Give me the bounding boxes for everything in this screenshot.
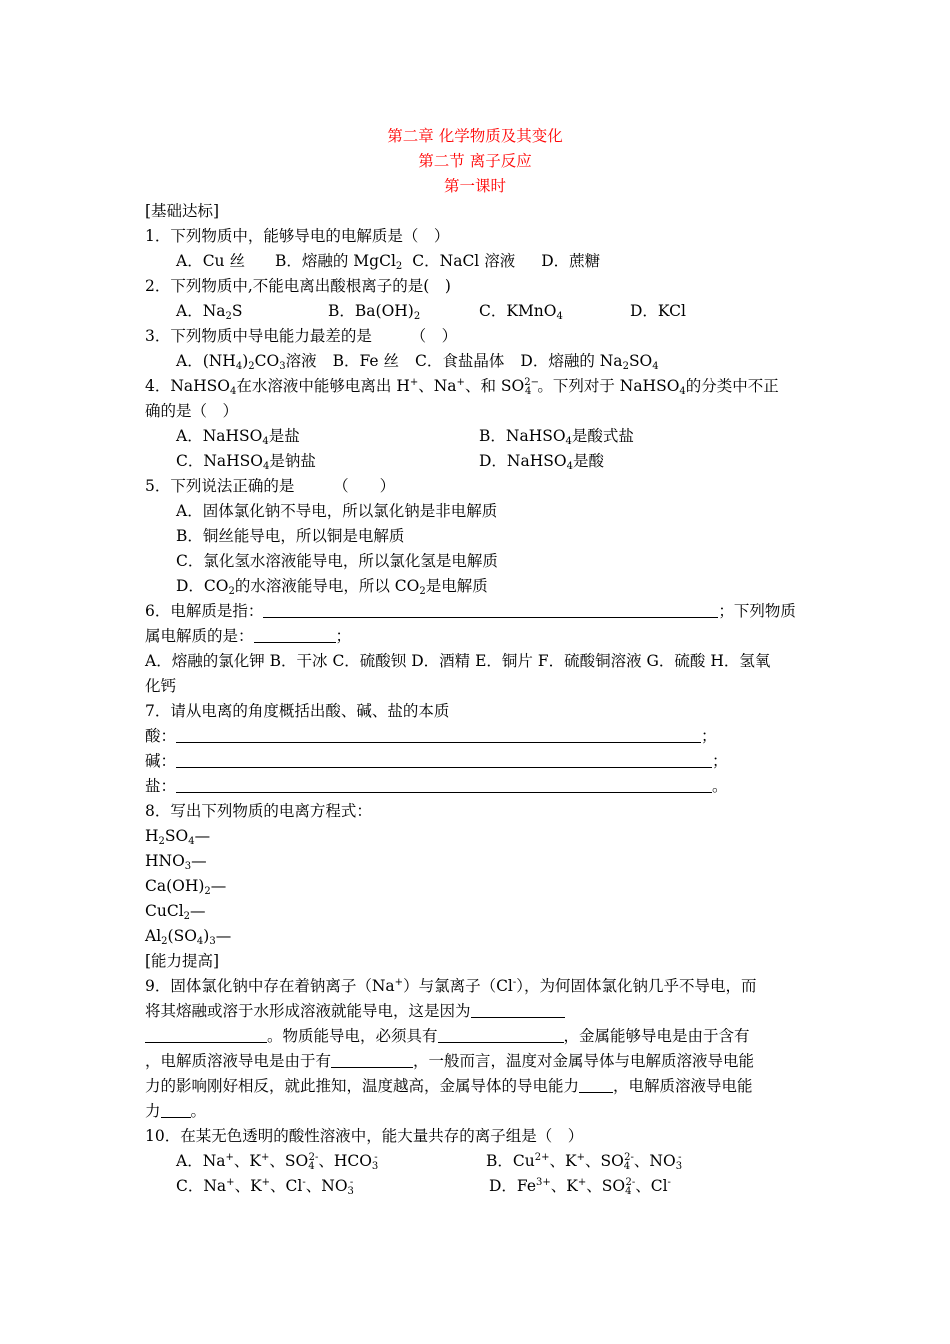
q10-option-b: B．$Cu^{2+}$、K+、$SO_4^{2-}$、$NO_3^-$ — [486, 1152, 683, 1172]
q4-option-c: C．NaHSO$_4$是钠盐 — [176, 452, 316, 472]
q9-electrolyte-blank[interactable] — [331, 1052, 413, 1068]
q3-options — [176, 351, 659, 371]
q9-line5: 力的影响刚好相反，就此推知，温度越高，金属导体的导电能力 ，电解质溶液导电能 — [145, 1077, 753, 1095]
q3-option-c: C．食盐晶体 — [415, 352, 505, 370]
q7-salt-blank[interactable] — [176, 777, 712, 793]
q5-option-a: A．固体氯化钠不导电，所以氯化钠是非电解质 — [176, 502, 498, 520]
q1-option-d: D．蔗糖 — [541, 252, 601, 270]
q8-stem: 8．写出下列物质的电离方程式： — [145, 802, 372, 820]
q4-stem-line1: 4．NaHSO$_4$在水溶液中能够电离出 H+、Na+、和 $SO^{2-}_4$ 。下列对于 NaHSO$_4$的分类中不正 — [145, 377, 779, 397]
q4-option-a: A．NaHSO$_4$是盐 — [176, 427, 300, 447]
q9-solution-ability-blank[interactable] — [161, 1102, 191, 1118]
section-basic-heading: [基础达标] — [145, 202, 220, 220]
q9-condition-blank[interactable] — [438, 1027, 564, 1043]
section-title: 第二节 离子反应 — [418, 152, 532, 170]
q4-stem-line2: 确的是（ ） — [145, 402, 239, 420]
q6-line1: 6．电解质是指： ；下列物质 — [145, 602, 796, 620]
q6-line2: 属电解质的是： ； — [145, 627, 352, 645]
q5-option-d: D．$CO_2$的水溶液能导电，所以 $CO_2$是电解质 — [176, 577, 488, 597]
lesson-title: 第一课时 — [443, 177, 506, 195]
q9-line6: 力 。 — [145, 1102, 207, 1120]
q1-options — [176, 251, 600, 271]
q9-line1: 9．固体氯化钠中存在着钠离子（Na+）与氯离子（Cl-），为何固体氯化钠几乎不导电，而 — [145, 977, 757, 995]
q8-equation-h2so4: $H_2SO_4—$ — [145, 827, 211, 847]
q8-equation-caoh2: $Ca(OH)_2—$ — [145, 877, 227, 897]
q1-stem: 1．下列物质中，能够导电的电解质是（ ） — [145, 227, 450, 245]
q10-option-d: D．$Fe^{3+}$、K+、$SO_4^{2-}$、Cl- — [489, 1177, 671, 1197]
q3-option-a: A．$(NH_4)_2CO_3$溶液 — [176, 352, 317, 372]
q6-options-line2: 化钙 — [145, 677, 177, 695]
q9-line3: 。物质能导电，必须具有 ，金属能够导电是由于含有 — [145, 1026, 750, 1046]
q3-stem: 3．下列物质中导电能力最差的是 （ ） — [145, 327, 458, 345]
q10-stem: 10．在某无色透明的酸性溶液中，能大量共存的离子组是（ ） — [145, 1127, 584, 1145]
q8-equation-al2so43: $Al_2(SO_4)_3—$ — [145, 927, 232, 947]
q7-stem: 7．请从电离的角度概括出酸、碱、盐的本质 — [145, 702, 450, 720]
q6-definition-blank[interactable] — [263, 602, 718, 618]
q4-option-b: B．NaHSO$_4$是酸式盐 — [479, 427, 634, 447]
q2-stem: 2．下列物质中,不能电离出酸根离子的是( ) — [145, 277, 451, 295]
q5-option-b: B．铜丝能导电，所以铜是电解质 — [176, 527, 405, 545]
q6-answer-blank[interactable] — [254, 627, 336, 643]
q8-equation-hno3: $HNO_3—$ — [145, 852, 207, 872]
q10-option-c: C．Na+、K+、Cl-、$NO_3^-$ — [176, 1177, 354, 1197]
q2-option-d: D．KCl — [630, 302, 686, 320]
q3-option-d: D．熔融的 $Na_2SO_4$ — [520, 352, 659, 372]
q9-line2: 将其熔融或溶于水形成溶液就能导电，这是因为 — [145, 1001, 565, 1021]
q9-reason-blank[interactable] — [471, 1002, 565, 1018]
q1-option-a: A．Cu 丝 — [176, 252, 245, 270]
q1-option-b: B．熔融的 MgCl$_2$ — [274, 252, 403, 272]
q9-line4: ，电解质溶液导电是由于有 ，一般而言，温度对金属导体与电解质溶液导电能 — [145, 1052, 755, 1070]
q7-acid-blank[interactable] — [176, 727, 701, 743]
q7-base-blank[interactable] — [176, 752, 712, 768]
q7-base-line: 碱： ； — [145, 752, 728, 770]
q7-salt-line: 盐： 。 — [145, 777, 728, 795]
q2-option-c: C．KMnO$_4$ — [479, 302, 563, 322]
q4-option-d: D．NaHSO$_4$是酸 — [479, 452, 604, 472]
q10-option-a: A．Na+、K+、$SO_4^{2-}$、$HCO_3^-$ — [176, 1152, 379, 1172]
q6-options-line1: A．熔融的氯化钾 B．干冰 C．硫酸钡 D．酒精 E．铜片 F．硫酸铜溶液 G．硫酸 H．氢氧 — [145, 652, 771, 670]
q3-option-b: B．Fe 丝 — [332, 352, 400, 370]
q9-metal-ability-blank[interactable] — [579, 1077, 613, 1093]
q8-equation-cucl2: CuCl$_2$— — [145, 902, 206, 922]
chapter-title: 第二章 化学物质及其变化 — [387, 127, 563, 145]
q1-option-c: C．NaCl 溶液 — [412, 252, 516, 270]
q9-reason-blank-cont[interactable] — [145, 1027, 267, 1043]
q2-option-b: B．$Ba(OH)_2$ — [328, 302, 421, 322]
q5-option-c: C．氯化氢水溶液能导电，所以氯化氢是电解质 — [176, 552, 498, 570]
q5-stem: 5．下列说法正确的是 （ ） — [145, 477, 396, 495]
section-advanced-heading: [能力提高] — [145, 952, 220, 970]
q7-acid-line: 酸： ； — [145, 727, 717, 745]
q2-option-a: A．$Na_2S$ — [176, 302, 243, 322]
